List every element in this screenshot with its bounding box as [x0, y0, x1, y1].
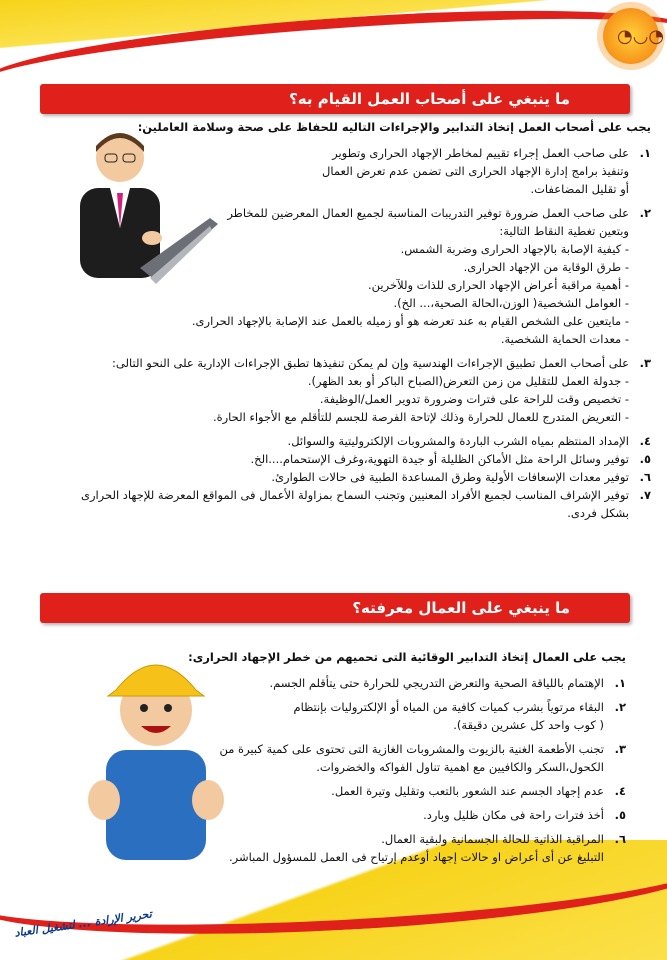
- section2-intro: يجب على العمال إتخاذ التدابير الوقائية التى تحميهم من خطر الإجهاد الحرارى:: [188, 650, 626, 664]
- section2-content: [16, 648, 626, 866]
- sub-item: - مايتعين على الشخص القيام به عند تعرضه هو أو زميله بالعمل عند الإصابة بالإجهاد الحرارى.: [191, 314, 629, 328]
- sub-item: - تخصيص وقت للراحة على فترات وضرورة تدوير العمل/الوظيفة.: [319, 392, 629, 406]
- list-item: ٦. توفير معدات الإسعافات الأولية وطرق المساعدة الطبية فى حالات الطوارئ.: [271, 470, 651, 484]
- list-item: ٣. على أصحاب العمل تطبيق الإجراءات الهندسية وإن لم يمكن تنفيذها تطبق الإجراءات الإدارية على النحو التالى: - جدولة العمل للتقليل من زمن التعرض(الصباح الباكر أو بعد الظهر). - تخصيص وقت للراحة على فترات وضرورة تدوير العمل/الوظيفة. - التعريض المتدرج للعمال للحرارة وذلك لإتاحة الفرصة للجسم للتأقلم مع الأجواء الحارة.: [16, 354, 651, 426]
- list-item: ٣. تجنب الأطعمة الغنية بالزيوت والمشروبات الغازية التى تحتوى على كمية كبيرة من الكحول،السكر والكافيين مع اهمية تناول الفواكه والخضروات.: [219, 742, 626, 774]
- list-item: ٢. على صاحب العمل ضرورة توفير التدريبات المناسبة لجميع العمال المعرضين للمخاطر وبتعين تغطية النقاط التالية: - كيفية الإصابة بالإجهاد الحرارى وضربة الشمس. - طرق الوقاية من الإجهاد الحرارى. - أهمية مراقبة أعراض الإجهاد الحرارى للذات وللآخرين. - العوامل الشخصية( الوزن،الحالة الصحية،... الخ). - مايتعين على الشخص القيام به عند تعرضه هو أو زميله بالعمل عند الإصابة بالإجهاد الحرارى. - معدات الحماية الشخصية.: [16, 204, 651, 348]
- sub-item: - جدولة العمل للتقليل من زمن التعرض(الصباح الباكر أو بعد الظهر).: [307, 374, 629, 388]
- sun-mascot-icon: ◔◡◔: [603, 8, 659, 64]
- list-item: ٥. توفير وسائل الراحة مثل الأماكن الظليلة أو جيدة التهوية،وغرف الإستحمام....الخ.: [250, 452, 651, 466]
- sub-item: - أهمية مراقبة أعراض الإجهاد الحرارى للذات وللآخرين.: [368, 278, 629, 292]
- list-item: ٢. البقاء مرتوياً بشرب كميات كافية من المياه أو الإلكتروليات بإنتظام ( كوب واحد كل عشرين دقيقة).: [293, 700, 626, 732]
- section1-intro: يجب على أصحاب العمل إتخاذ التدابير والإجراءات التاليه للحفاظ على صحة وسلامة العاملين:: [137, 120, 651, 134]
- list-item: ٦. المراقبة الذاتية للحالة الجسمانية ولبقية العمال. التبليغ عن أى أعراض او حالات إجهاد أوعدم إرتياح فى العمل للمسؤول المباشر.: [228, 832, 626, 864]
- list-item: ٤. الإمداد المنتظم بمياه الشرب الباردة والمشروبات الإلكتروليتية والسوائل.: [287, 434, 651, 448]
- footer-slogan: تحرير الإرادة ... لتشغيل العباد: [13, 907, 153, 940]
- section2-title: ما ينبغي على العمال معرفته؟: [40, 593, 630, 623]
- sub-item: - كيفية الإصابة بالإجهاد الحرارى وضربة الشمس.: [400, 242, 629, 256]
- sub-item: - العوامل الشخصية( الوزن،الحالة الصحية،... الخ).: [393, 296, 629, 310]
- sub-item: - التعريض المتدرج للعمال للحرارة وذلك لإتاحة الفرصة للجسم للتأقلم مع الأجواء الحارة.: [212, 410, 629, 424]
- sub-item: - طرق الوقاية من الإجهاد الحرارى.: [463, 260, 629, 274]
- list-item: ٥. أخذ فترات راحة فى مكان ظليل وبارد.: [423, 808, 626, 822]
- list-item: ٧. توفير الإشراف المناسب لجميع الأفراد المعنيين وتجنب السماح بمزاولة الأعمال فى المواقع المعرضة للإجهاد الحرارى بشكل فردى.: [80, 488, 651, 520]
- section1-title: ما ينبغي على أصحاب العمل القيام به؟: [40, 84, 630, 114]
- list-item: ١. الإهتمام باللياقة الصحية والتعرض التدريجي للحرارة حتى يتأقلم الجسم.: [269, 676, 626, 690]
- section1-content: [16, 118, 651, 522]
- list-item: ٤. عدم إجهاد الجسم عند الشعور بالتعب وتقليل وتيرة العمل.: [331, 784, 626, 798]
- sub-item: - معدات الحماية الشخصية.: [500, 332, 629, 346]
- list-item: ١. على صاحب العمل إجراء تقييم لمخاطر الإجهاد الحرارى وتطوير وتنفيذ برامج إدارة الإجهاد الحرارى التى تضمن عدم تعرض العمال أو تقليل المضاعفات.: [322, 146, 651, 196]
